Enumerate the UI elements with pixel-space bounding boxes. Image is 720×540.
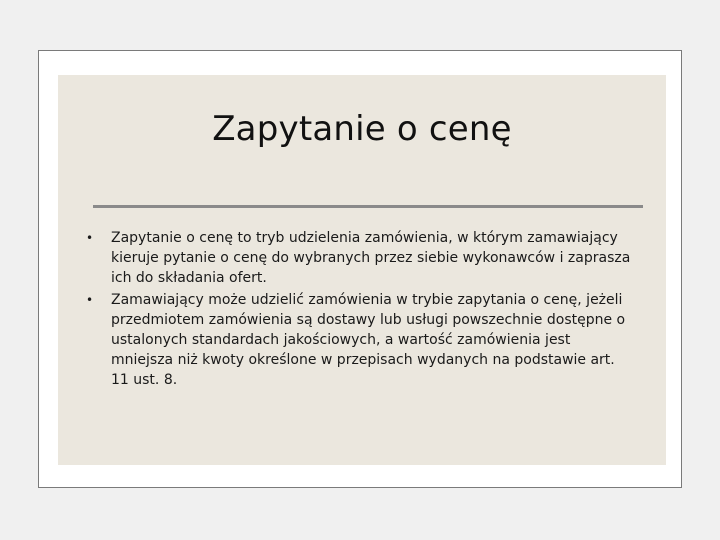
slide-title: Zapytanie o cenę [212, 109, 512, 149]
slide-panel [58, 75, 666, 465]
bullet-text: Zapytanie o cenę to tryb udzielenia zamówienia, w którym zamawiający kieruje pytanie o cenę do wybranych przez siebie wykonawców i zaprasza ich do składania ofert. [111, 230, 631, 286]
bullet-item [58, 228, 666, 288]
slide-frame [38, 50, 682, 488]
bullet-text: Zamawiający może udzielić zamówienia w trybie zapytania o cenę, jeżeli przedmiotem zamówienia są dostawy lub usługi powszechnie dostępne o ustalonych standardach jakościowych, a wartość zamówienia jest mniejsza niż kwoty określone w przepisach wydanych na podstawie art. 11 ust. 8. [111, 292, 626, 388]
bullet-list [58, 228, 666, 392]
title-divider [93, 205, 643, 208]
bullet-icon: • [86, 293, 94, 307]
bullet-item [58, 290, 666, 390]
bullet-icon: • [86, 231, 94, 245]
